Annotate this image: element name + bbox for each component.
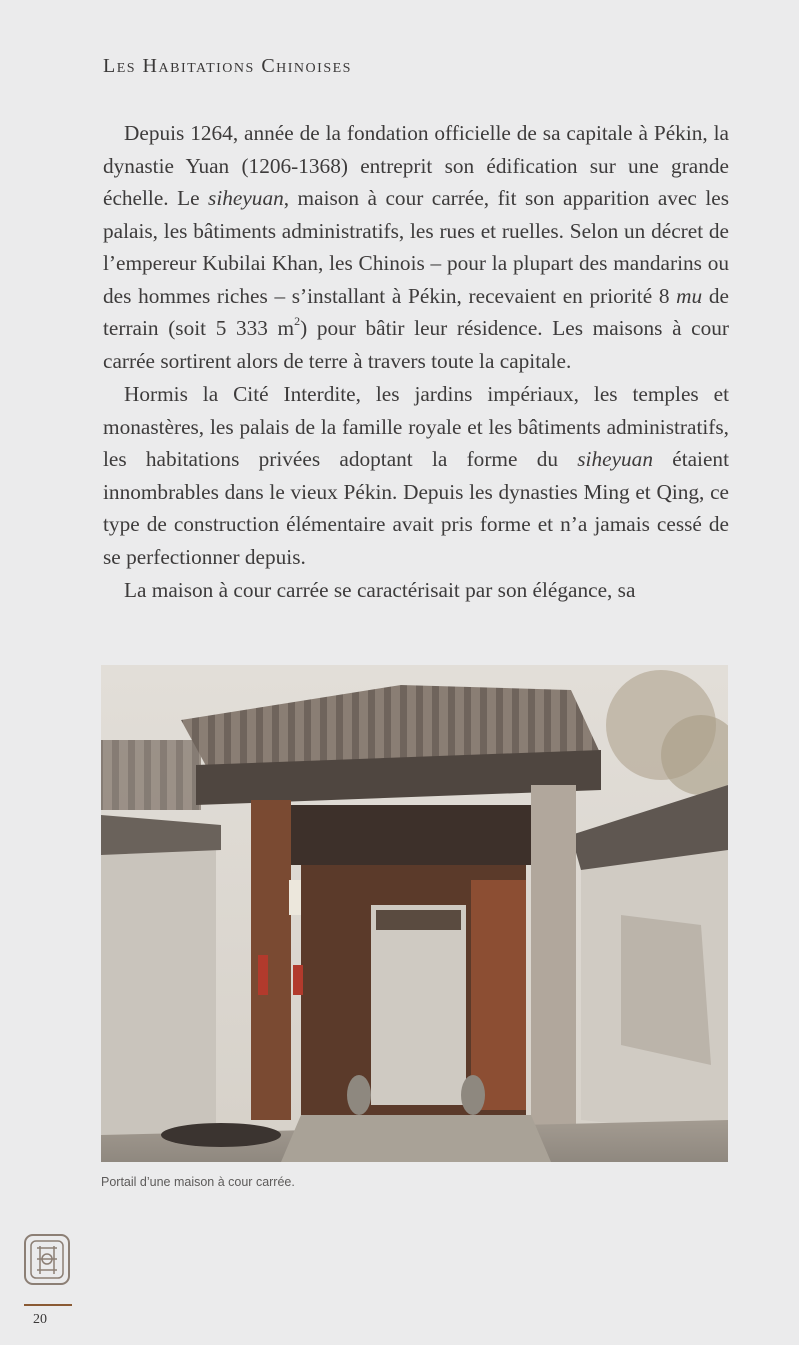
paragraph-1-text-a: Depuis 1264, année de la fondation officielle de sa capitale à Pékin, la dynastie Yuan (1206-1368) entreprit son édification sur une grande échelle. Le xyxy=(103,121,729,210)
paragraph-1-text-c: de terrain (soit 5 333 m xyxy=(103,283,729,340)
paragraph-3-text-a: La maison à cour carrée se caractérisait par son élégance, sa xyxy=(124,578,636,602)
paragraph-1-text-d: ) pour bâtir leur résidence. Les maisons à cour carrée sortirent alors de terre à travers toute la capitale. xyxy=(103,316,729,373)
paragraph-1-exponent: 2 xyxy=(294,314,301,328)
footer-rule xyxy=(24,1304,72,1306)
paragraph-2-text-a: Hormis la Cité Interdite, les jardins impériaux, les temples et monastères, les palais de la famille royale et les bâtiments administratifs, les habitations privées adoptant la forme du xyxy=(103,382,729,471)
siheyuan-gate-photo xyxy=(101,665,728,1162)
paragraph-2-text-b: étaient innombrables dans le vieux Pékin. Depuis les dynasties Ming et Qing, ce type de construction élémentaire avait pris forme et n’a jamais cessé de se perfectionner depuis. xyxy=(103,447,729,569)
paragraph-1-term: siheyuan xyxy=(208,186,284,210)
paragraph-1-unit: mu xyxy=(676,283,703,308)
body-text xyxy=(103,117,729,607)
paragraph-1-text-b: , maison à cour carrée, fit son apparition avec les palais, les bâtiments administratifs, les rues et ruelles. Selon un décret de l’empereur Kubilai Khan, les Chinois – pour la plupart des mandarins ou des hommes riches – s’installant à Pékin, recevaient en priorité 8 xyxy=(103,186,729,308)
figure-caption: Portail d’une maison à cour carrée. xyxy=(101,1175,295,1189)
paragraph-2 xyxy=(103,378,729,573)
paragraph-1 xyxy=(103,117,729,377)
paragraph-2-term: siheyuan xyxy=(577,447,653,471)
page-number: 20 xyxy=(33,1312,47,1327)
running-header: Les Habitations Chinoises xyxy=(103,55,352,77)
lattice-ornament-icon xyxy=(22,1232,72,1287)
paragraph-3 xyxy=(103,574,729,607)
